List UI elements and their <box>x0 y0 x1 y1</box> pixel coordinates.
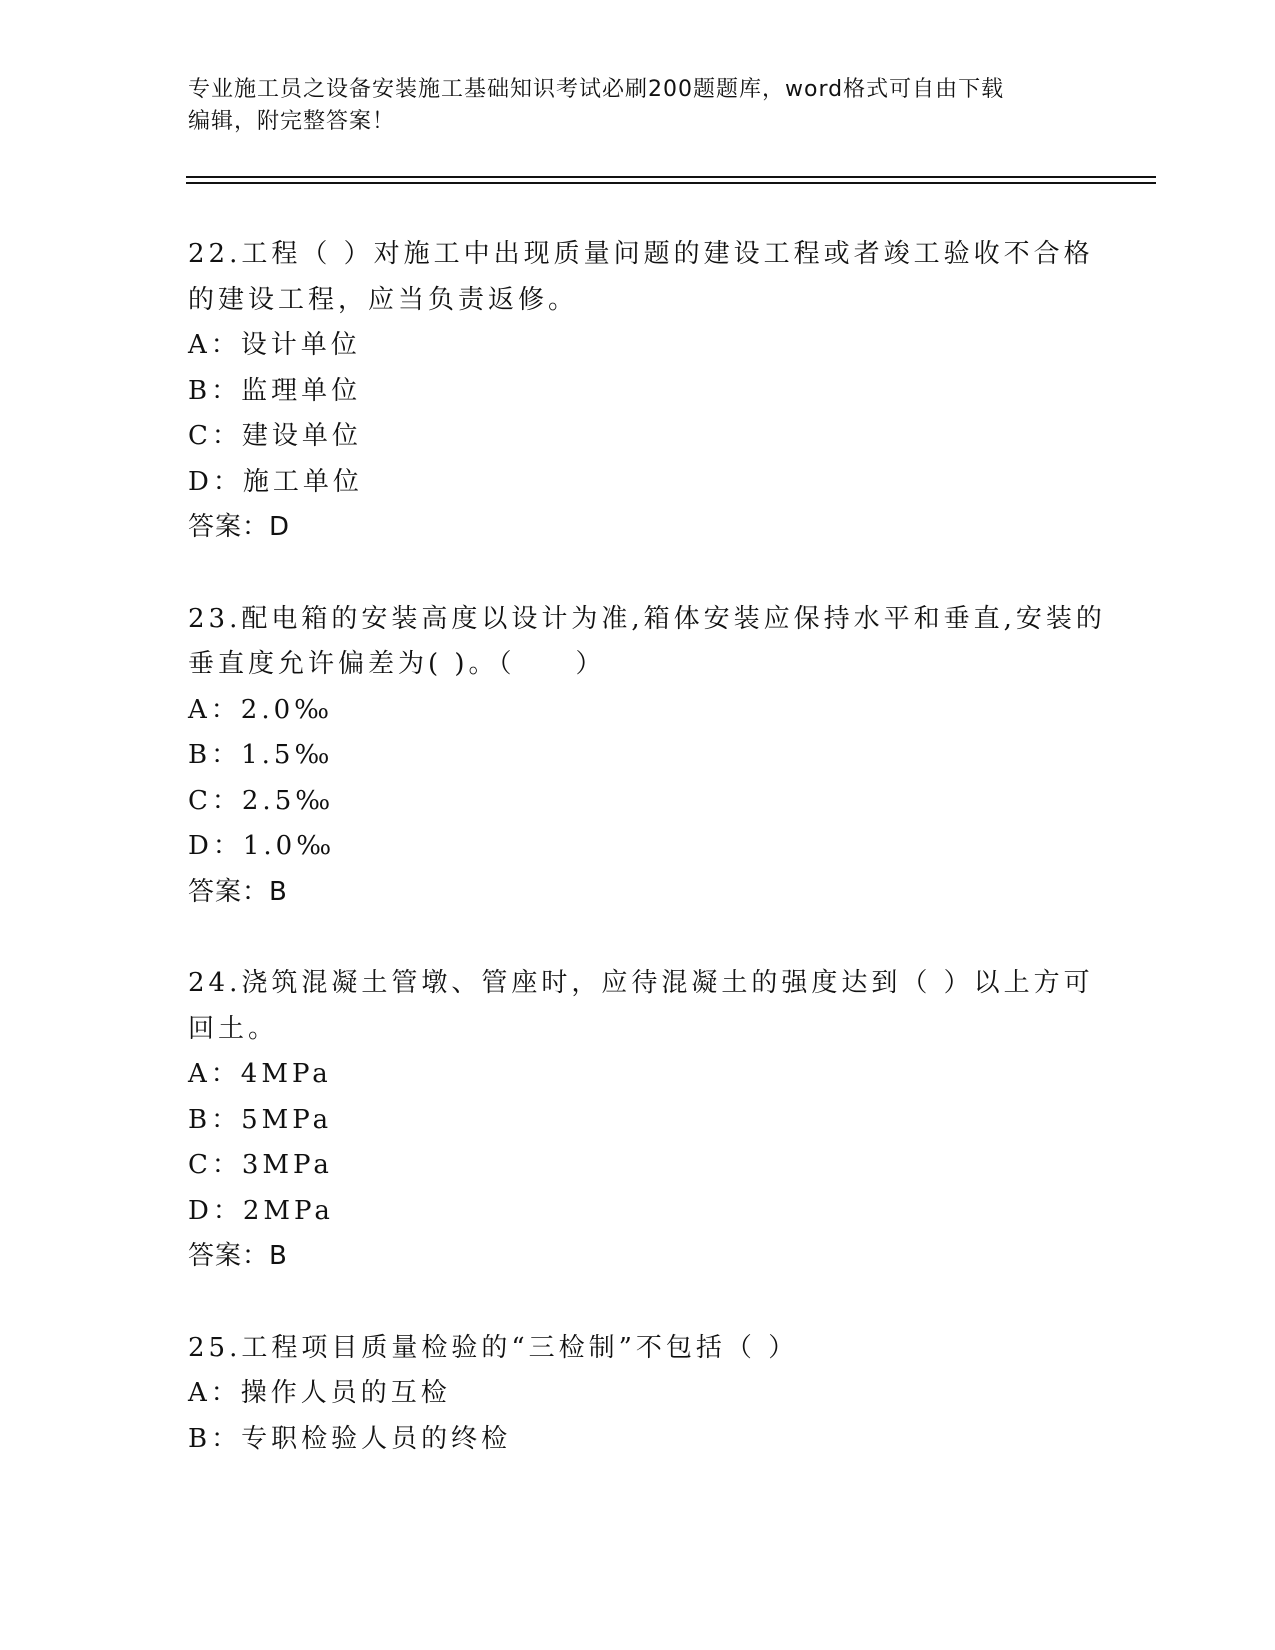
answer-line: 答案：B <box>188 876 288 907</box>
header-title-line-2: 编辑，附完整答案！ <box>188 109 396 134</box>
option-b: B：1.5‰ <box>188 740 334 770</box>
option-a: A：4MPa <box>188 1059 332 1089</box>
question-stem-line: 25.工程项目质量检验的“三检制”不包括（ ） <box>188 1332 799 1363</box>
document-header <box>188 74 1088 138</box>
option-b: B：监理单位 <box>188 375 362 406</box>
option-a: A：2.0‰ <box>188 694 334 725</box>
answer-line: 答案：D <box>188 512 291 542</box>
question-stem-line: 22.工程（ ）对施工中出现质量问题的建设工程或者竣工验收不合格 <box>188 239 1094 269</box>
option-d: D：施工单位 <box>188 466 363 497</box>
question-23 <box>188 597 1106 916</box>
header-divider-bottom <box>186 182 1156 184</box>
header-divider-top <box>186 176 1156 178</box>
question-24 <box>188 961 1094 1280</box>
question-list <box>188 232 1106 1508</box>
option-a: A：设计单位 <box>188 330 361 360</box>
option-c: C：3MPa <box>188 1150 333 1180</box>
question-stem-line: 垂直度允许偏差为( )。（ ） <box>188 649 606 679</box>
question-22 <box>188 232 1094 551</box>
answer-line: 答案：B <box>188 1241 288 1271</box>
option-b: B：专职检验人员的终检 <box>188 1423 512 1454</box>
question-stem-line: 23.配电箱的安装高度以设计为准,箱体安装应保持水平和垂直,安装的 <box>188 603 1106 634</box>
question-25 <box>188 1326 1088 1463</box>
option-a: A：操作人员的互检 <box>188 1378 451 1408</box>
question-stem-line: 的建设工程，应当负责返修。 <box>188 284 579 315</box>
option-d: D：2MPa <box>188 1195 334 1226</box>
option-c: C：建设单位 <box>188 421 362 451</box>
question-stem-line: 24.浇筑混凝土管墩、管座时，应待混凝土的强度达到（ ）以上方可 <box>188 968 1094 998</box>
header-title-line-1: 专业施工员之设备安装施工基础知识考试必刷200题题库，word格式可自由下载 <box>188 77 1005 102</box>
option-c: C：2.5‰ <box>188 785 335 816</box>
question-stem-line: 回土。 <box>188 1013 279 1044</box>
option-d: D：1.0‰ <box>188 831 336 861</box>
option-b: B：5MPa <box>188 1104 333 1135</box>
